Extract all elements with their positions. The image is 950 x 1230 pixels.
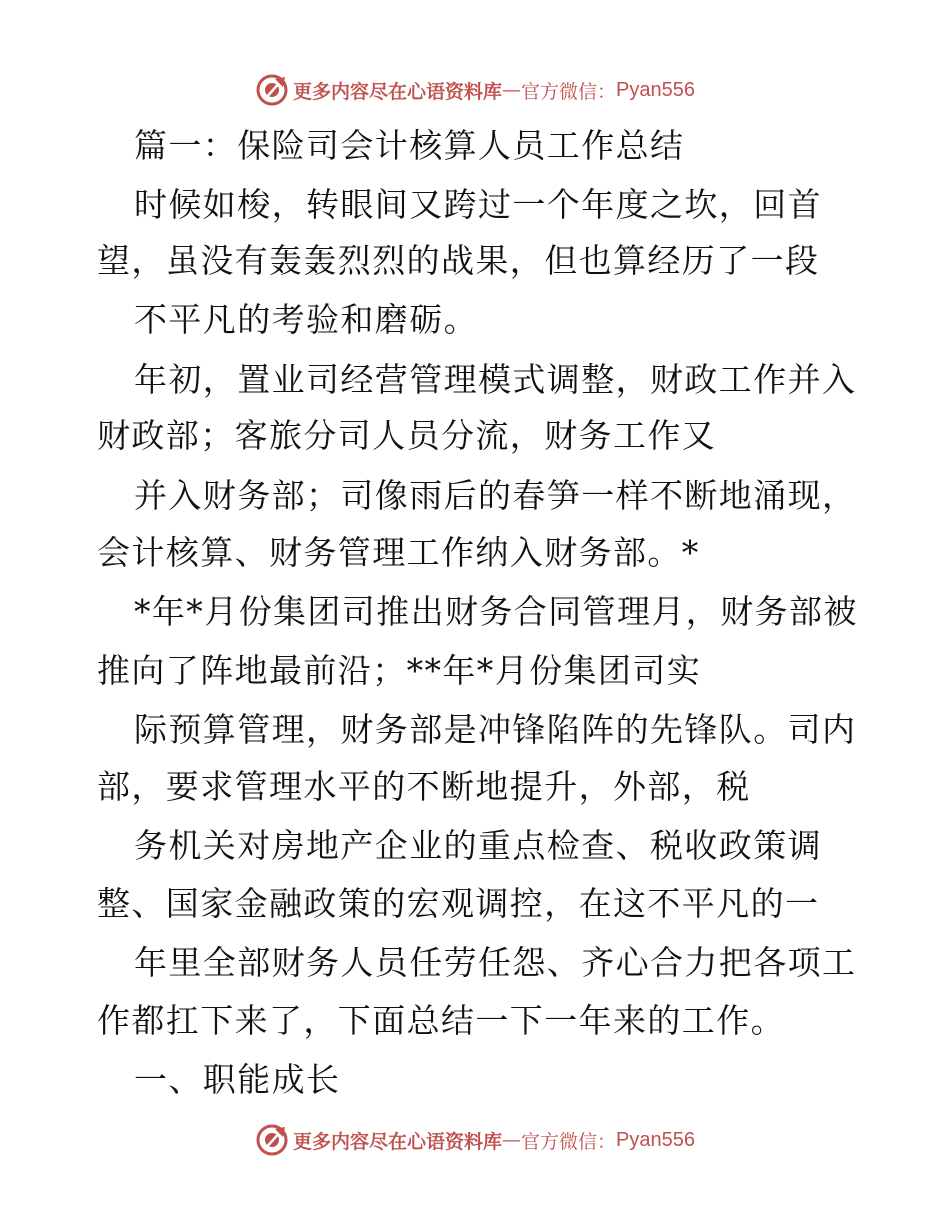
watermark-wechat-id: Pyan556 bbox=[616, 78, 695, 101]
watermark-wechat-id: Pyan556 bbox=[616, 1128, 695, 1151]
text-line: 年初，置业司经营管理模式调整，财政工作并入 bbox=[134, 360, 857, 399]
text-line: *年*月份集团司推出财务合同管理月，财务部被 bbox=[134, 592, 858, 631]
text-line: 务机关对房地产企业的重点检查、税收政策调 bbox=[134, 826, 822, 865]
text-line: 作都扛下来了，下面总结一下一年来的工作。 bbox=[97, 1001, 785, 1040]
text-line: 际预算管理，财务部是冲锋陷阵的先锋队。司内 bbox=[134, 710, 857, 749]
text-line: 望，虽没有轰轰烈烈的战果，但也算经历了一段 bbox=[97, 241, 820, 280]
watermark-banner-top bbox=[0, 70, 950, 110]
document-title: 篇一：保险司会计核算人员工作总结 bbox=[134, 126, 685, 165]
text-line: 年里全部财务人员任劳任怨、齐心合力把各项工 bbox=[134, 943, 857, 982]
brand-logo-icon bbox=[255, 73, 289, 107]
text-line: 财政部；客旅分司人员分流，财务工作又 bbox=[97, 416, 717, 455]
watermark-separator: — bbox=[502, 79, 522, 101]
text-line: 不平凡的考验和磨砺。 bbox=[134, 300, 478, 339]
text-line: 整、国家金融政策的宏观调控，在这不平凡的一 bbox=[97, 884, 820, 923]
watermark-separator: — bbox=[502, 1129, 522, 1151]
text-line: 时候如梭，转眼间又跨过一个年度之坎，回首 bbox=[134, 185, 822, 224]
text-line: 会计核算、财务管理工作纳入财务部。* bbox=[97, 533, 700, 572]
watermark-label: 官方微信： bbox=[521, 1130, 617, 1153]
brand-logo-icon bbox=[255, 1123, 289, 1157]
watermark-prefix: 更多内容尽在心语资料库 bbox=[293, 80, 503, 103]
watermark-label: 官方微信： bbox=[521, 80, 617, 103]
watermark-banner-bottom bbox=[0, 1120, 950, 1160]
section-heading: 一、职能成长 bbox=[134, 1060, 341, 1099]
text-line: 并入财务部；司像雨后的春笋一样不断地涌现， bbox=[134, 476, 857, 515]
text-line: 推向了阵地最前沿；**年*月份集团司实 bbox=[97, 651, 702, 690]
watermark-prefix: 更多内容尽在心语资料库 bbox=[293, 1130, 503, 1153]
text-line: 部，要求管理水平的不断地提升，外部，税 bbox=[97, 767, 751, 806]
